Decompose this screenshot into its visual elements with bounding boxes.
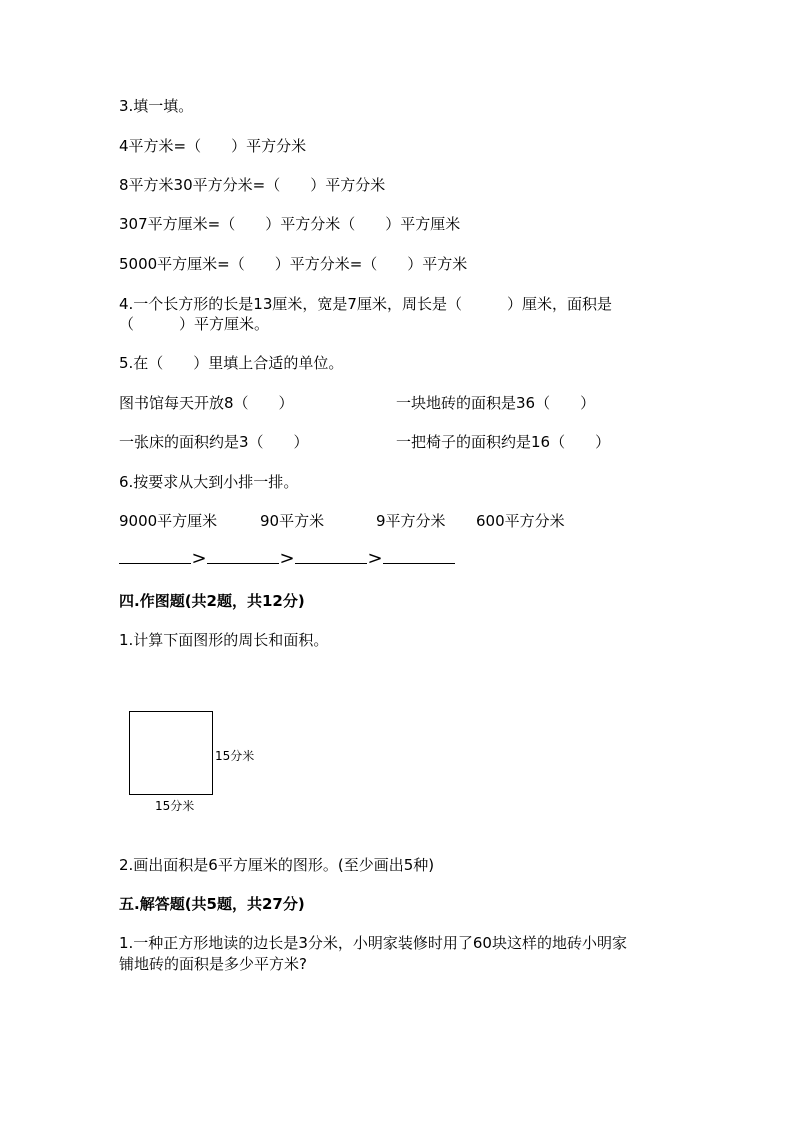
part5-heading: 五.解答题(共5题，共27分) xyxy=(119,895,305,913)
fill-line-1: 4平方米=（ ）平方分米 xyxy=(119,137,307,155)
answer-blank[interactable] xyxy=(207,549,279,564)
part5-question-1-line-2: 铺地砖的面积是多少平方米? xyxy=(119,955,307,973)
order-item-3: 9平方分米 xyxy=(376,512,446,530)
order-item-2: 90平方米 xyxy=(260,512,325,530)
section4-line-1: 4.一个长方形的长是13厘米，宽是7厘米，周长是（ ）厘米，面积是 xyxy=(119,295,612,313)
fill-line-4: 5000平方厘米=（ ）平方分米=（ ）平方米 xyxy=(119,255,468,273)
square-figure xyxy=(129,711,213,795)
part5-question-1-line-1: 1.一种正方形地读的边长是3分米，小明家装修时用了60块这样的地砖小明家 xyxy=(119,934,627,952)
unit-item-bed: 一张床的面积约是3（ ） xyxy=(119,433,309,451)
order-answer-row xyxy=(119,548,455,569)
section4-line-2: （ ）平方厘米。 xyxy=(119,315,270,333)
answer-blank[interactable] xyxy=(119,549,191,564)
section6-title: 6.按要求从大到小排一排。 xyxy=(119,473,299,491)
part4-question-2: 2.画出面积是6平方厘米的图形。(至少画出5种) xyxy=(119,856,435,874)
unit-item-chair: 一把椅子的面积约是16（ ） xyxy=(396,433,611,451)
fill-line-3: 307平方厘米=（ ）平方分米（ ）平方厘米 xyxy=(119,215,461,233)
unit-item-tile: 一块地砖的面积是36（ ） xyxy=(396,394,596,412)
order-item-1: 9000平方厘米 xyxy=(119,512,218,530)
greater-than-sign: > xyxy=(279,548,295,569)
greater-than-sign: > xyxy=(367,548,383,569)
answer-blank[interactable] xyxy=(295,549,367,564)
part4-question-1: 1.计算下面图形的周长和面积。 xyxy=(119,631,329,649)
fill-line-2: 8平方米30平方分米=（ ）平方分米 xyxy=(119,176,386,194)
section5-title: 5.在（ ）里填上合适的单位。 xyxy=(119,354,344,372)
order-item-4: 600平方分米 xyxy=(476,512,565,530)
part4-heading: 四.作图题(共2题，共12分) xyxy=(119,592,305,610)
answer-blank[interactable] xyxy=(383,549,455,564)
square-side-label: 15分米 xyxy=(215,749,255,763)
square-bottom-label: 15分米 xyxy=(155,799,195,813)
unit-item-library: 图书馆每天开放8（ ） xyxy=(119,394,294,412)
section3-title: 3.填一填。 xyxy=(119,97,194,115)
greater-than-sign: > xyxy=(191,548,207,569)
